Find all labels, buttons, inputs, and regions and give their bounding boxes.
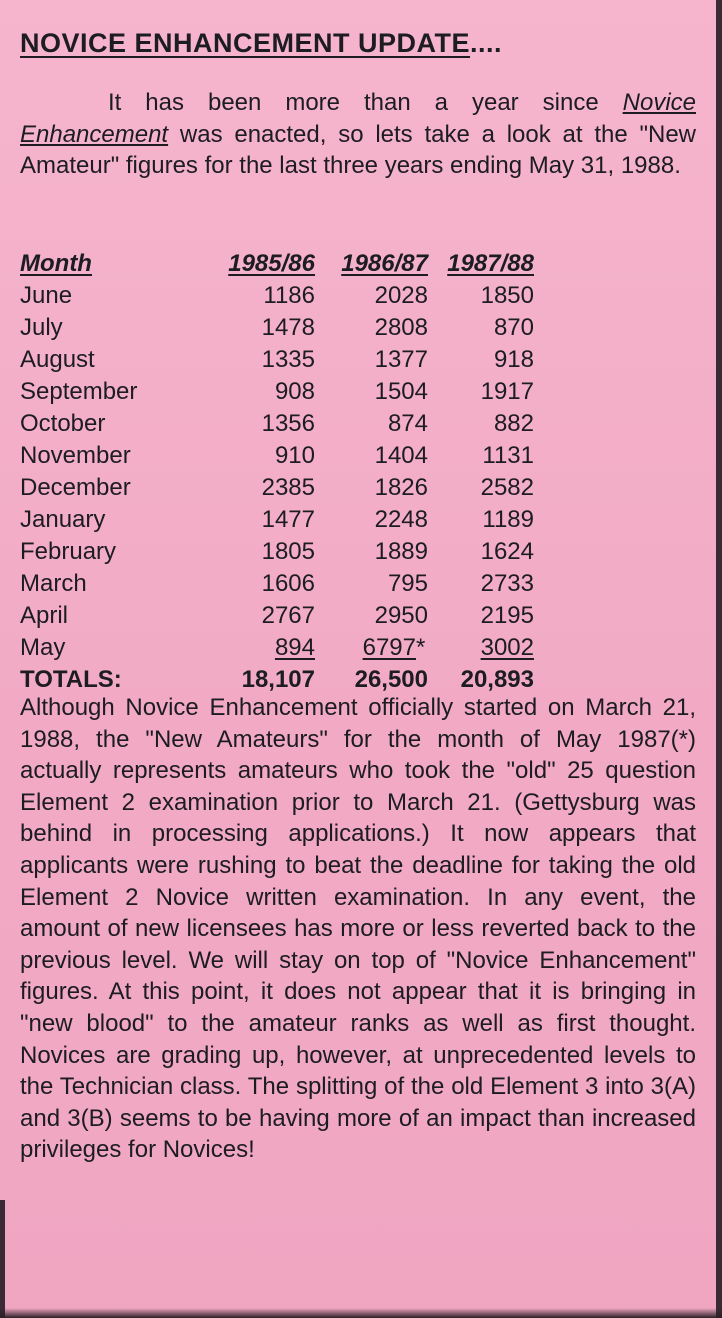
total-1986-87: 26,500 (354, 666, 428, 693)
value-cell: 1504 (374, 378, 428, 405)
value-cell: 2733 (480, 570, 534, 597)
header-1985-86: 1985/86 (228, 250, 315, 277)
table-row (20, 312, 534, 344)
intro-part1: It has been more than a year since (108, 89, 623, 116)
table-row-may (20, 632, 534, 664)
headline-ellipsis: .... (470, 28, 503, 58)
value-cell: 1477 (261, 506, 315, 533)
totals-label: TOTALS: (20, 666, 122, 693)
month-cell: May (20, 634, 66, 661)
value-cell: 1356 (261, 410, 315, 437)
value-cell: 2582 (480, 474, 534, 501)
value-cell: 2808 (374, 314, 428, 341)
value-cell: 2767 (261, 602, 315, 629)
article-headline (20, 28, 502, 59)
table-header-row (20, 248, 534, 280)
headline-text: NOVICE ENHANCEMENT UPDATE (20, 28, 471, 58)
header-month: Month (20, 250, 92, 277)
value-cell: 1478 (261, 314, 315, 341)
value-cell: 908 (274, 378, 315, 405)
total-1985-86: 18,107 (241, 666, 315, 693)
value-cell: 1404 (374, 442, 428, 469)
table-row (20, 472, 534, 504)
table-row (20, 344, 534, 376)
may-1985-86-value: 894 (274, 634, 315, 661)
month-cell: January (20, 506, 106, 533)
page-edge-left (0, 1200, 5, 1318)
value-cell: 1186 (263, 282, 315, 309)
total-1987-88: 20,893 (460, 666, 534, 693)
table-row (20, 280, 534, 312)
value-cell (428, 632, 534, 664)
month-cell: June (20, 282, 73, 309)
intro-emphasis: Novice Enhancement (20, 89, 696, 148)
value-cell: 1889 (374, 538, 428, 565)
value-cell: 1805 (261, 538, 315, 565)
body-paragraph: Although Novice Enhancement officially started on March 21, 1988, the "New Amateurs" for the month of May 1987(*) actually represents amateurs who took the "old" 25 question Element 2 examination prior to March 21. (Gettysburg was behind in processing applications.) It now appears that applicants were rushing to beat the deadline for taking the old Element 2 Novice written examination. In any event, the amount of new licensees has more or less reverted back to the previous level. We will stay on top of "Novice Enhancement" figures. At this point, it does not appear that it is bringing in "new blood" to the amateur ranks as well as first thought. Novices are grading up, however, at unprecedented levels to the Technician class. The splitting of the old Element 3 into 3(A) and 3(B) seems to be having more of an impact than increased privileges for Novices! (20, 694, 696, 1164)
header-1986-87: 1986/87 (341, 250, 428, 277)
month-cell: February (20, 538, 117, 565)
table-row (20, 376, 534, 408)
value-cell: 1606 (261, 570, 315, 597)
value-cell: 1917 (480, 378, 534, 405)
value-cell: 1377 (374, 346, 428, 373)
month-cell: March (20, 570, 87, 597)
month-cell: September (20, 378, 138, 405)
may-1986-87-value: 6797 (362, 634, 416, 661)
table-row (20, 536, 534, 568)
month-cell: August (20, 346, 95, 373)
new-amateur-table (20, 248, 534, 696)
value-cell: 1624 (480, 538, 534, 565)
value-cell: 882 (493, 410, 534, 437)
table-row (20, 600, 534, 632)
month-cell: October (20, 410, 106, 437)
value-cell: 874 (387, 410, 428, 437)
intro-part2: was enacted, so lets take a look at the "New Amateur" figures for the last three years ending May 31, 1988. (20, 120, 696, 179)
page-edge-bottom (0, 1308, 722, 1318)
table-body (20, 280, 534, 696)
value-cell: 2385 (261, 474, 315, 501)
table-row (20, 408, 534, 440)
value-cell: 870 (493, 314, 534, 341)
value-cell: 1189 (482, 506, 534, 533)
value-cell: 2950 (374, 602, 428, 629)
value-cell: 1131 (482, 442, 534, 469)
value-cell: 795 (387, 570, 428, 597)
asterisk-footnote-mark: * (416, 634, 426, 661)
value-cell: 2248 (374, 506, 428, 533)
value-cell: 2028 (374, 282, 428, 309)
table-row (20, 504, 534, 536)
value-cell (315, 632, 428, 664)
value-cell (225, 632, 315, 664)
may-1987-88-value: 3002 (480, 634, 534, 661)
value-cell: 1826 (374, 474, 428, 501)
month-cell: April (20, 602, 69, 629)
month-cell: December (20, 474, 131, 501)
intro-paragraph (20, 87, 696, 182)
value-cell: 1335 (261, 346, 315, 373)
header-1987-88: 1987/88 (447, 250, 534, 277)
table-row (20, 568, 534, 600)
table-row (20, 440, 534, 472)
value-cell: 2195 (480, 602, 534, 629)
value-cell: 1850 (480, 282, 534, 309)
value-cell: 910 (274, 442, 315, 469)
page-edge-right (716, 0, 722, 1318)
month-cell: July (20, 314, 63, 341)
value-cell: 918 (493, 346, 534, 373)
month-cell: November (20, 442, 131, 469)
